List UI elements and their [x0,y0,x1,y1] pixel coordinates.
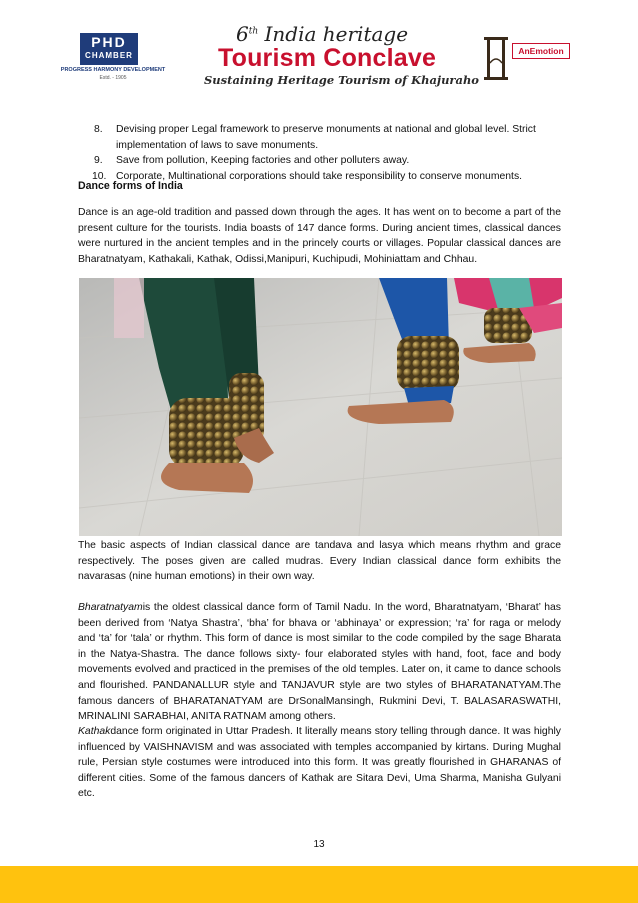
section-heading: Dance forms of India [78,180,183,192]
aspects-paragraph: The basic aspects of Indian classical dance are tandava and lasya which means rhythm and grace respectively. The poses given are called mudras. Every Indian classical dance form exhibits the navarasas (nine human emotions) in their own way. [78,540,561,583]
conclave-edition: 6 [236,22,249,46]
page-header [0,0,638,110]
list-item [78,153,561,169]
footer-bar [0,866,638,903]
phd-logo-chamber: CHAMBER [85,51,133,60]
phd-logo-tagline: PROGRESS HARMONY DEVELOPMENT [60,67,166,73]
list-item-text: Save from pollution, Keeping factories and other polluters away. [116,155,410,167]
anemotion-label: AnEmotion [512,43,570,59]
intro-paragraph: Dance is an age-old tradition and passed down through the ages. It has went on to become a part of the present culture for the tourists. India boasts of 147 dance forms. During ancient times, classical dances were nurtured in the ancient temples and in the princely courts or villages. Popular classical dances are Bharatnatyam, Kathakali, Kathak, Odissi,Manipuri, Kuchipudi, Mohiniattam and Chhau. [78,207,561,265]
legal-framework-list [78,122,561,184]
kathak-text: dance form originated in Uttar Pradesh. It literally means story telling through dance. It was highly influenced by VAISHNAVISM and was associated with temples accompanied by kirtans. During Mughal rule, Persian style costumes were introduced into this form. It was greatly flourished in GHARANAS of different cities. Some of the famous dancers of Kathak are Sitara Devi, Uma Sharma, Manisha Gulyani etc. [78,726,561,800]
list-item-number: 10. [92,170,107,182]
conclave-title: Tourism Conclave [218,44,437,72]
list-item-number: 8. [94,124,103,135]
conclave-subtitle: Sustaining Heritage Tourism of Khajuraho [204,73,479,87]
anemotion-logo [482,33,572,88]
phd-logo-letters: PHD [91,34,127,50]
bharatnatyam-paragraph [78,600,561,725]
bharatnatyam-term: Bharatnatyam [78,602,143,613]
gate-icon [482,33,510,81]
phd-logo-est: Estd. - 1905 [99,75,127,81]
list-item-text: Devising proper Legal framework to preserve monuments at national and global level. Strict implementation of laws to save monuments. [116,124,536,151]
kathak-term: Kathak [78,726,111,737]
kathak-paragraph [78,724,561,802]
conclave-line1: India heritage [264,22,409,46]
dancers-feet-photo [79,278,562,536]
phd-chamber-logo [53,33,173,88]
list-item [78,122,561,153]
conclave-logo [196,22,479,92]
bharatnatyam-text: is the oldest classical dance form of Tamil Nadu. In the word, Bharatnatyam, ‘Bharat’ has been derived from ‘Natya Shastra’, ‘bha’ for bhava or ‘abhinaya’ or expression; ‘ra’ for raga or melody and ‘ta’ for ‘tala’ or rhythm. This form of dance is most similar to the code compiled by the sage Bharata in the Natya-Shastra. The dance follows sixty- four elaborated styles with hand, foot, face and body movements evolved and practiced in the premises of the old temples. Later on, it came to dance schools and flourished. PANDANALLUR style and TANJAVUR style are two styles of BHARATANATYAM.The famous dancers of BHARATANATYAM are DrSonalMansingh, Rukmini Devi, T. BALASARASWATHI, MRINALINI SARABHAI, ANITA RATNAM among others. [78,602,561,723]
page-number: 13 [313,839,325,850]
list-item-number: 9. [94,155,103,167]
list-item-text: Corporate, Multinational corporations should take responsibility to conserve monuments. [116,170,523,182]
conclave-edition-suffix: th [248,26,259,37]
conclave-edition-line [236,22,408,46]
